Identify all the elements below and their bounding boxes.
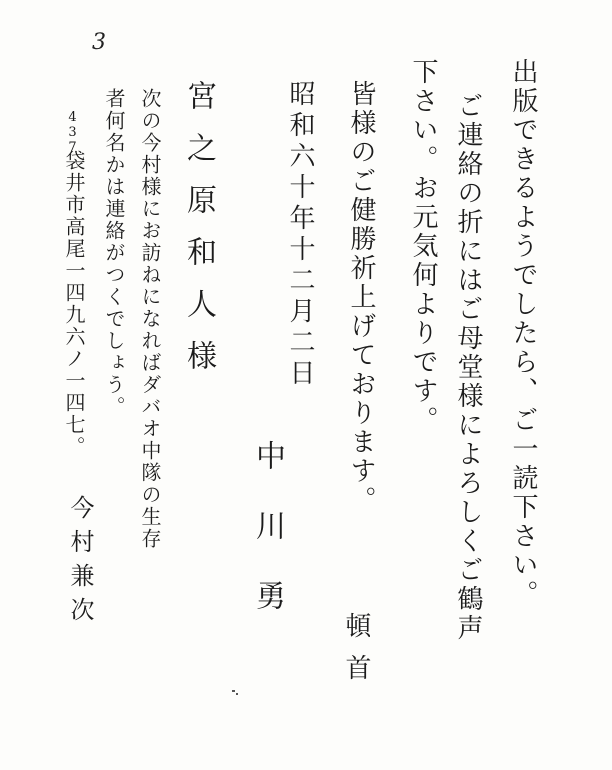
letter-line-1: 出版できるようでしたら、ご一読下さい。 xyxy=(508,58,538,609)
postscript-address: 袋井市高尾一四九六ノ一四七。 xyxy=(62,150,86,458)
letter-line-4: 皆様のご健勝祈上げております。 xyxy=(346,80,376,515)
postscript-name: 今村兼次 xyxy=(66,495,94,631)
letter-line-2: ご連絡の折にはご母堂様によろしくご鶴声 xyxy=(453,92,483,643)
page-number: 3 xyxy=(92,30,106,55)
scan-speck xyxy=(236,693,238,695)
postscript-zip: 437 xyxy=(65,110,80,155)
scan-speck xyxy=(232,690,235,692)
letter-date: 昭和六十年十二月二日 xyxy=(285,80,315,390)
letter-addressee: 宮之原和人様 xyxy=(181,80,216,392)
postscript-line-2: 者何名かは連絡がつくでしょう。 xyxy=(102,88,126,418)
letter-sender: 中川勇 xyxy=(250,440,285,650)
letter-closing: 頓首 xyxy=(341,612,371,696)
postscript-line-1: 次の今村様にお訪ねになればダバオ中隊の生存 xyxy=(138,88,162,550)
letter-line-3: 下さい。お元気何よりです。 xyxy=(408,58,438,435)
